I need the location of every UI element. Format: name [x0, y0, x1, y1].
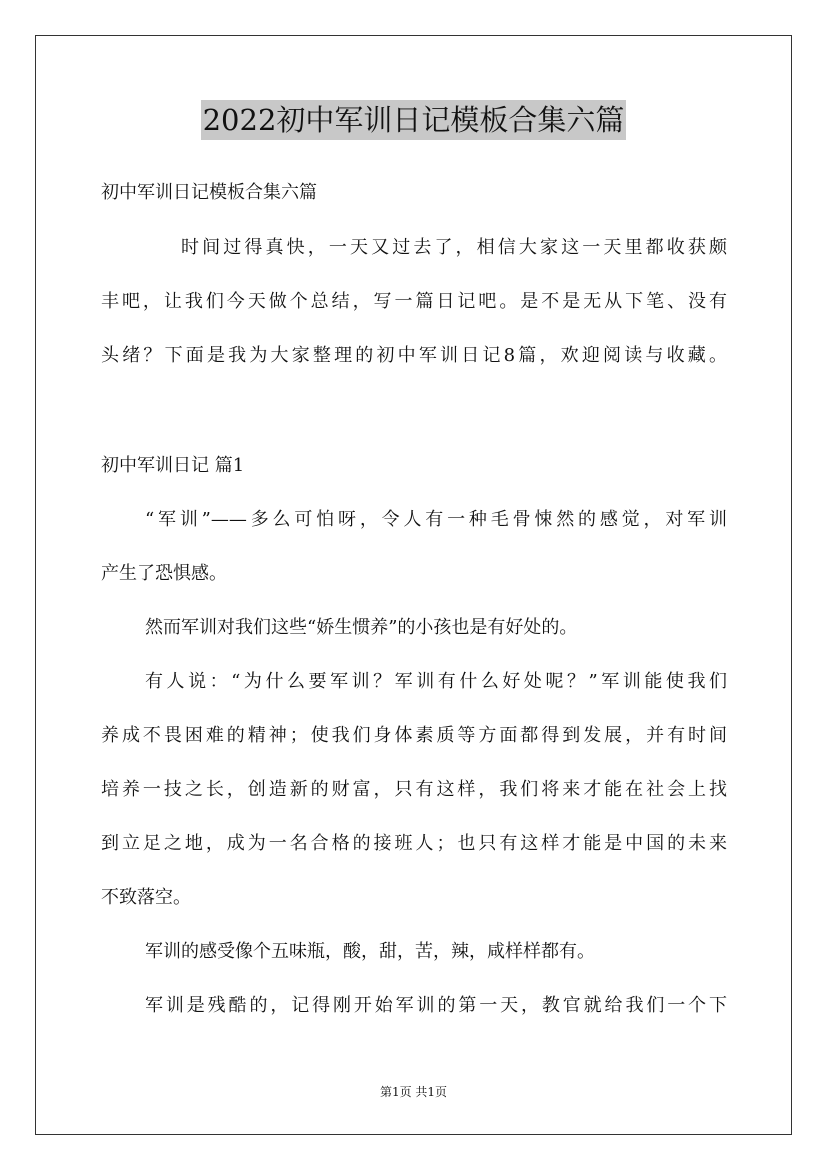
body-line-4: 有人说：“为什么要军训？军训有什么好处呢？”军训能使我们: [145, 671, 727, 692]
body-line-10: 军训是残酷的，记得刚开始军训的第一天，教官就给我们一个下: [145, 995, 727, 1016]
section-heading: 初中军训日记 篇1: [101, 455, 245, 476]
body-line-7: 到立足之地，成为一名合格的接班人；也只有这样才能是中国的未来: [101, 833, 727, 854]
intro-line-3: 头绪？下面是我为大家整理的初中军训日记8篇，欢迎阅读与收藏。: [101, 345, 727, 366]
body-line-6: 培养一技之长，创造新的财富，只有这样，我们将来才能在社会上找: [101, 779, 727, 800]
body-line-3: 然而军训对我们这些“娇生惯养”的小孩也是有好处的。: [145, 617, 578, 638]
body-line-1: “军训”——多么可怕呀，令人有一种毛骨悚然的感觉，对军训: [145, 509, 727, 530]
subtitle: 初中军训日记模板合集六篇: [101, 182, 317, 203]
document-title: 2022初中军训日记模板合集六篇: [201, 100, 627, 140]
intro-line-1: 时间过得真快，一天又过去了，相信大家这一天里都收获颇: [181, 237, 727, 258]
intro-line-2: 丰吧，让我们今天做个总结，写一篇日记吧。是不是无从下笔、没有: [101, 291, 727, 312]
body-line-2: 产生了恐惧感。: [101, 563, 227, 584]
document-title-wrap: [0, 100, 827, 140]
body-line-9: 军训的感受像个五味瓶，酸，甜，苦，辣，咸样样都有。: [145, 941, 595, 962]
page-footer: 第1页 共1页: [379, 1085, 448, 1099]
body-line-8: 不致落空。: [101, 887, 191, 908]
body-line-5: 养成不畏困难的精神；使我们身体素质等方面都得到发展，并有时间: [101, 725, 727, 746]
